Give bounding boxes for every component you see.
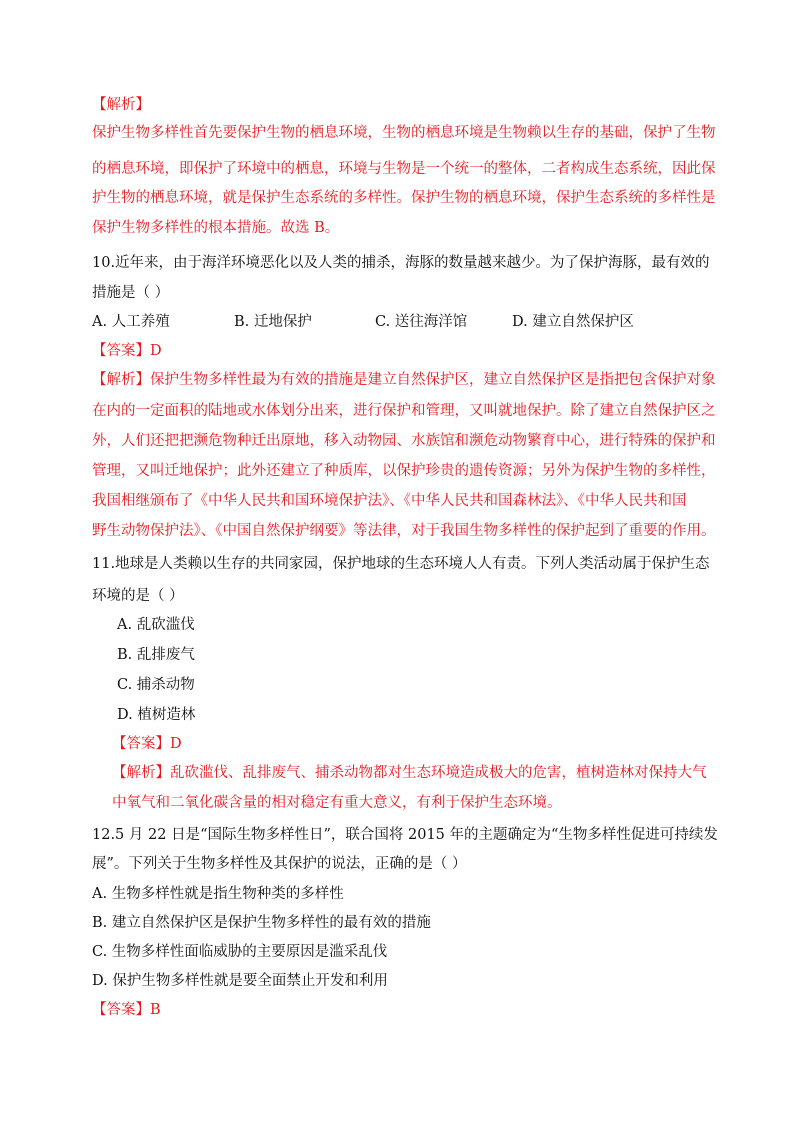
analysis-text: 保护生物多样性最为有效的措施是建立自然保护区，建立自然保护区是指把包含保护对象 (150, 372, 716, 388)
analysis-tag: 【解析】 (92, 372, 150, 388)
answer-value: D (150, 343, 162, 359)
q12-option-a: A. 生物多样性就是指生物种类的多样性 (92, 886, 344, 902)
q10-option-b: B. 迁地保护 (234, 314, 312, 330)
answer-tag: 【答案】 (92, 1002, 150, 1018)
analysis-text: 乱砍滥伐、乱排废气、捕杀动物都对生态环境造成极大的危害，植树造林对保持大气 (170, 765, 707, 781)
answer-value: D (170, 736, 182, 752)
q10-analysis-line: 我国相继颁布了《中华人民共和国环境保护法》、《中华人民共和国森林法》、《中华人民共和国 (92, 493, 687, 509)
q10-stem: 10.近年来，由于海洋环境恶化以及人类的捕杀，海豚的数量越来越少。为了保护海豚，最有效的 (92, 255, 710, 271)
q10-option-c: C. 送往海洋馆 (375, 314, 468, 330)
q10-analysis-line: 外，人们还把把濒危物种迁出原地，移入动物园、水族馆和濒危动物繁育中心，进行特殊的保护和 (92, 433, 716, 449)
q11-stem: 环境的是（ ） (92, 588, 184, 604)
answer-tag: 【答案】 (92, 343, 150, 359)
q9-analysis-line: 保护生物多样性首先要保护生物的栖息环境，生物的栖息环境是生物赖以生存的基础，保护了生物 (92, 125, 716, 141)
q11-option-c: C. 捕杀动物 (117, 677, 195, 693)
q11-option-a: A. 乱砍滥伐 (117, 617, 195, 633)
q10-stem: 措施是（ ） (92, 285, 170, 301)
q12-option-b: B. 建立自然保护区是保护生物多样性的最有效的措施 (92, 915, 431, 931)
q10-option-d: D. 建立自然保护区 (512, 314, 634, 330)
answer-value: B (150, 1002, 161, 1018)
q9-analysis-line: 保护生物多样性的根本措施。故选 B。 (92, 220, 340, 236)
q11-option-b: B. 乱排废气 (117, 647, 195, 663)
q11-stem: 11.地球是人类赖以生存的共同家园，保护地球的生态环境人人有责。下列人类活动属于保护生态 (92, 556, 710, 572)
q12-option-d: D. 保护生物多样性就是要全面禁止开发和利用 (92, 973, 388, 989)
q10-analysis-line: 在内的一定面积的陆地或水体划分出来，进行保护和管理，又叫就地保护。除了建立自然保护区之 (92, 403, 716, 419)
q12-option-c: C. 生物多样性面临威胁的主要原因是滥采乱伐 (92, 944, 388, 960)
q10-analysis-first (92, 370, 716, 390)
q10-option-a: A. 人工养殖 (92, 314, 170, 330)
q12-answer (92, 1000, 161, 1020)
q10-answer (92, 341, 162, 361)
q9-analysis-line: 的栖息环境，即保护了环境中的栖息，环境与生物是一个统一的整体，二者构成生态系统，因此保 (92, 161, 716, 177)
q12-stem: 12.5 月 22 日是“国际生物多样性日”，联合国将 2015 年的主题确定为“生物多样性促进可持续发 (92, 827, 718, 843)
q12-stem: 展”。下列关于生物多样性及其保护的说法，正确的是（ ） (92, 856, 467, 872)
q11-analysis-line: 中氧气和二氧化碳含量的相对稳定有重大意义，有利于保护生态环境。 (112, 795, 562, 811)
q11-answer (112, 734, 182, 754)
q9-analysis-line: 护生物的栖息环境，就是保护生态系统的多样性。保护生物的栖息环境，保护生态系统的多样性是 (92, 190, 716, 206)
q9-analysis-tag: 【解析】 (92, 97, 150, 113)
answer-tag: 【答案】 (112, 736, 170, 752)
q10-analysis-line: 野生动物保护法》、《中国自然保护纲要》等法律，对于我国生物多样性的保护起到了重要的作用。 (92, 523, 716, 539)
q11-option-d: D. 植树造林 (117, 707, 196, 723)
analysis-tag: 【解析】 (112, 765, 170, 781)
q11-analysis-first (112, 763, 707, 783)
q10-analysis-line: 管理，又叫迁地保护；此外还建立了种质库，以保护珍贵的遗传资源；另外为保护生物的多样性， (92, 463, 716, 479)
